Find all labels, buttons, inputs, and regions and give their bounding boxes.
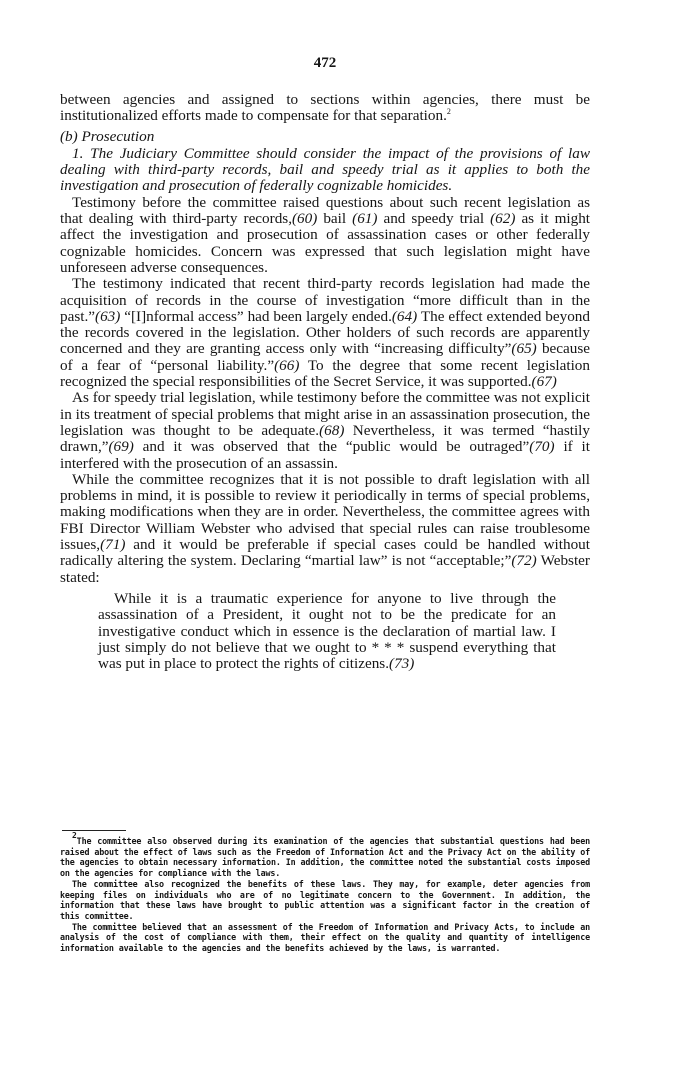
citation-ref: (68) bbox=[319, 421, 345, 439]
recommendation: 1. The Judiciary Committee should consider the impact of the provisions of law dealing with third-party records, bail and speedy trial as it applies to both the investigation and prosecution of federally cognizable homicides. bbox=[60, 144, 590, 195]
paragraph-text: As for speedy trial legislation, while testimony before the committee was not explicit in its treatment of special problems that might arise in an assassination prosecution, the legislation was thought to be adequate. bbox=[60, 389, 590, 439]
paragraph-text: Testimony before the committee raised questions about such recent legislation as that dealing with third-party records, bbox=[60, 193, 590, 228]
paragraph-text: While the committee recognizes that it is not possible to draft legislation with all problems in mind, it is possible to review it periodically in terms of special problems, making modifications when they are in order. Nevertheless, the committee agrees with FBI Director William Webster who advised that special rules can raise troublesome issues, bbox=[60, 470, 590, 554]
paragraph bbox=[60, 472, 590, 586]
block-quote bbox=[98, 591, 556, 672]
citation-ref: (62) bbox=[490, 210, 516, 228]
footnote-text: The committee also observed during its examination of the agencies that substantial questions had been raised about the effect of laws such as the Freedom of Information Act and the Privacy Act on the ability of the agencies to obtain necessary information. In addition, the committee noted the substantial costs imposed on the agencies for compliance with the laws. bbox=[60, 836, 590, 879]
citation-ref: (67) bbox=[531, 373, 557, 391]
opening-paragraph bbox=[60, 92, 590, 125]
block-quote-text: While it is a traumatic experience for anyone to live through the assassination of a President, it ought not to be the predicate for an investigative conduct which in essence is the declaration of martial law. I just simply do not believe that we ought to * * * suspend everything that was put in place to protect the rights of citizens. bbox=[98, 589, 556, 673]
footnote-marker: 2 bbox=[72, 831, 77, 840]
paragraph bbox=[60, 390, 590, 471]
citation-ref: (64) bbox=[391, 307, 418, 325]
footnote bbox=[60, 879, 590, 922]
paragraph-text: and it would be preferable if special cases could be handled without radically altering the system. Declaring “martial law” is not “acceptable;” bbox=[60, 536, 590, 570]
citation-ref: (70) bbox=[529, 438, 555, 456]
paragraph-text: Nevertheless, it was termed “hastily drawn,” bbox=[60, 421, 590, 456]
paragraph-text: because of a fear of “personal liability.” bbox=[60, 340, 591, 374]
citation-ref: (71) bbox=[100, 536, 126, 554]
citation-ref: (72) bbox=[511, 552, 537, 570]
citation-ref: (63) bbox=[95, 307, 121, 325]
citation-ref: (73) bbox=[389, 655, 415, 673]
paragraph-text: if it interfered with the prosecution of an assassin. bbox=[60, 438, 590, 472]
footnote bbox=[60, 831, 590, 879]
paragraph-text: To the degree that some recent legislation recognized the special responsibilities of the Secret Service, it was supported. bbox=[60, 356, 590, 391]
paragraph-text: “[I]nformal access” had been largely ended. bbox=[120, 307, 392, 325]
paragraph-text: Webster stated: bbox=[60, 552, 590, 586]
page-number: 472 bbox=[313, 55, 337, 71]
body-text bbox=[60, 92, 590, 672]
footnote bbox=[60, 922, 590, 954]
paragraph-text: The testimony indicated that recent third-party records legislation had made the acquisition of records in the course of investigation “more difficult than in the past.” bbox=[60, 275, 590, 325]
paragraph bbox=[60, 195, 590, 276]
citation-ref: (60) bbox=[292, 210, 318, 228]
paragraph-text: bail bbox=[317, 210, 353, 228]
citation-ref: (65) bbox=[511, 340, 537, 358]
footnotes bbox=[60, 831, 590, 954]
paragraph-text: The effect extended beyond the records covered in the legislation. Other holders of such records are apparently concerned and they are granting access only with “increasing difficulty” bbox=[60, 307, 590, 358]
citation-ref: (69) bbox=[108, 438, 134, 456]
paragraph-text: and speedy trial bbox=[377, 210, 491, 228]
citation-ref: (61) bbox=[352, 210, 378, 228]
footnote-ref: 2 bbox=[446, 107, 451, 117]
footnote-text: The committee believed that an assessment of the Freedom of Information and Privacy Acts, to include an analysis of the cost of compliance with them, their effect on the quality and quantity of intelligence information available to the agencies and the benefits achieved by the laws, is warranted. bbox=[60, 921, 590, 954]
paragraph-text: as it might affect the investigation and prosecution of assassination cases or other federally cognizable homicides. Concern was expressed that such legislation might have unforeseen adverse consequences. bbox=[60, 210, 591, 276]
section-heading: (b) Prosecution bbox=[60, 127, 155, 145]
opening-paragraph-text: between agencies and assigned to sections within agencies, there must be institutionalized efforts made to compensate for that separation. bbox=[60, 91, 590, 125]
paragraph bbox=[60, 276, 590, 390]
citation-ref: (66) bbox=[274, 356, 300, 374]
paragraph-text: and it was observed that the “public would be outraged” bbox=[133, 438, 530, 456]
footnote-text: The committee also recognized the benefits of these laws. They may, for example, deter agencies from keeping files on individuals who are of no legitimate concern to the Government. In addition, the information that these laws have brought to public attention was a significant factor in the creation of this committee. bbox=[60, 878, 590, 921]
